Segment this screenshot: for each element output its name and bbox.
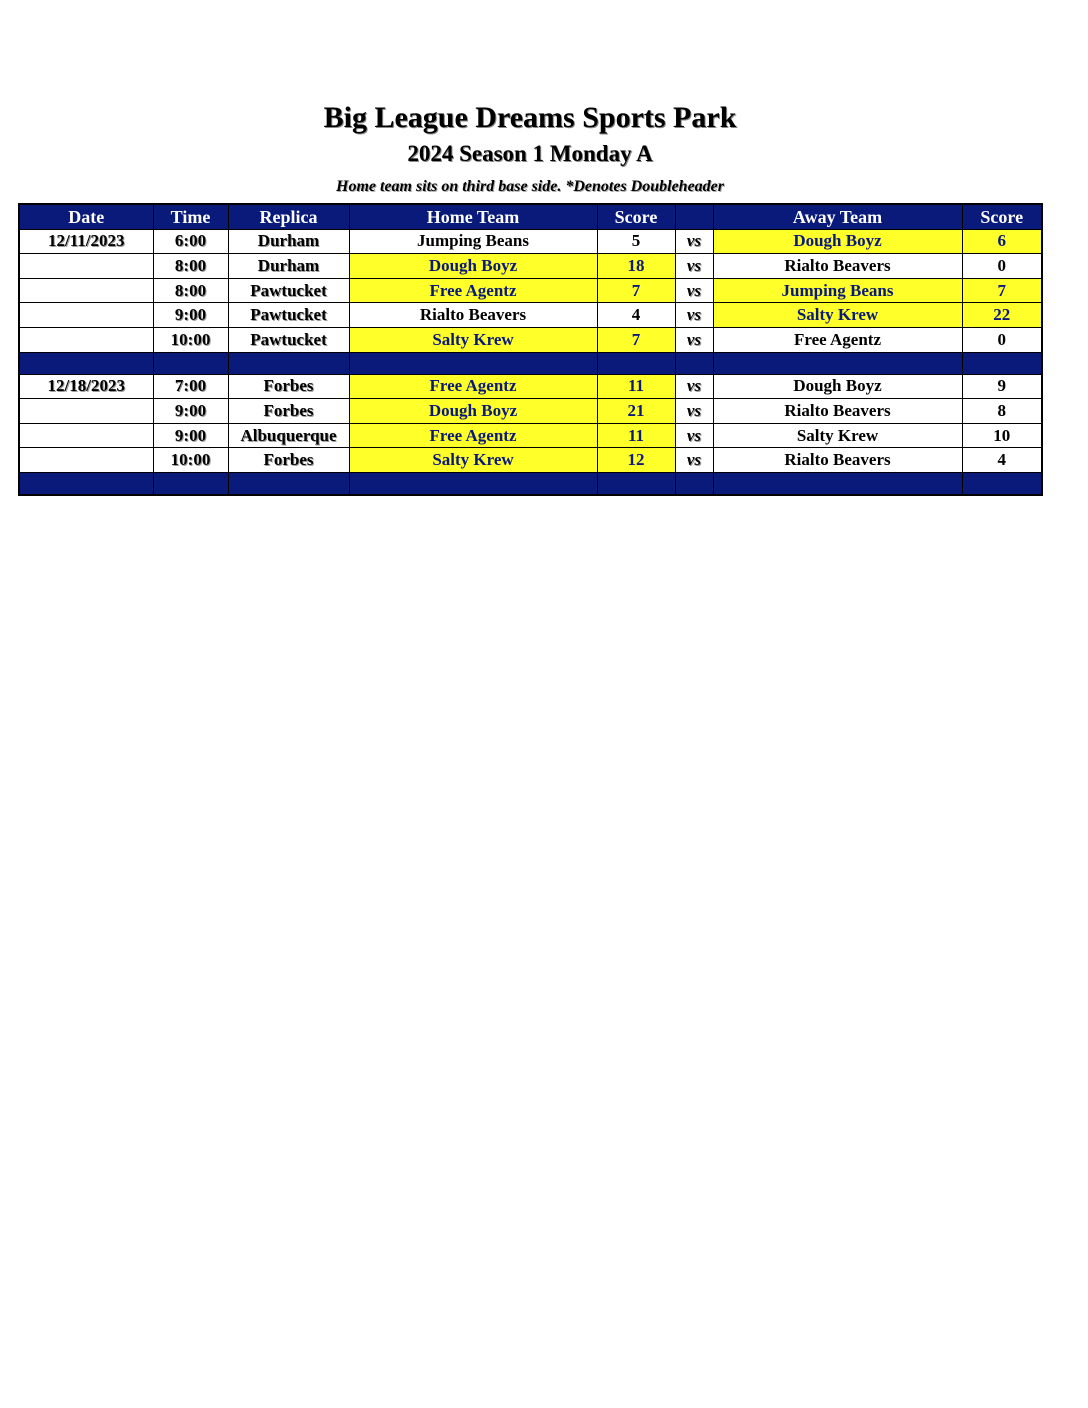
home-team: Dough Boyz <box>349 254 597 279</box>
home-score: 18 <box>597 254 675 279</box>
table-row <box>19 374 1042 399</box>
away-score: 10 <box>962 423 1042 448</box>
header-row <box>19 204 1042 229</box>
separator-cell <box>675 352 713 374</box>
away-score: 8 <box>962 399 1042 424</box>
game-date <box>19 399 153 424</box>
table-row <box>19 399 1042 424</box>
separator-cell <box>153 472 228 495</box>
home-team: Salty Krew <box>349 448 597 473</box>
home-team: Salty Krew <box>349 327 597 352</box>
vs-label: vs <box>675 423 713 448</box>
schedule-body <box>19 229 1042 495</box>
game-date <box>19 303 153 328</box>
header-home-team: Home Team <box>349 204 597 229</box>
week-separator-row <box>19 472 1042 495</box>
game-replica: Durham <box>228 254 349 279</box>
vs-label: vs <box>675 327 713 352</box>
separator-cell <box>675 472 713 495</box>
home-score: 7 <box>597 278 675 303</box>
away-score: 7 <box>962 278 1042 303</box>
table-row <box>19 303 1042 328</box>
away-score: 9 <box>962 374 1042 399</box>
game-date <box>19 423 153 448</box>
header-away-score: Score <box>962 204 1042 229</box>
vs-label: vs <box>675 278 713 303</box>
vs-label: vs <box>675 303 713 328</box>
separator-cell <box>228 472 349 495</box>
home-team: Dough Boyz <box>349 399 597 424</box>
game-time: 9:00 <box>153 399 228 424</box>
away-score: 4 <box>962 448 1042 473</box>
page-subtitle: 2024 Season 1 Monday A <box>407 141 653 166</box>
game-time: 6:00 <box>153 229 228 254</box>
home-team: Free Agentz <box>349 374 597 399</box>
separator-cell <box>19 352 153 374</box>
home-score: 12 <box>597 448 675 473</box>
game-time: 10:00 <box>153 327 228 352</box>
away-team: Rialto Beavers <box>713 448 962 473</box>
game-time: 8:00 <box>153 254 228 279</box>
header-date: Date <box>19 204 153 229</box>
vs-label: vs <box>675 374 713 399</box>
game-replica: Durham <box>228 229 349 254</box>
separator-cell <box>597 352 675 374</box>
game-replica: Albuquerque <box>228 423 349 448</box>
separator-cell <box>19 472 153 495</box>
vs-label: vs <box>675 448 713 473</box>
separator-cell <box>597 472 675 495</box>
table-row <box>19 423 1042 448</box>
away-team: Dough Boyz <box>713 229 962 254</box>
vs-label: vs <box>675 229 713 254</box>
away-score: 22 <box>962 303 1042 328</box>
schedule-note: Home team sits on third base side. *Denotes Doubleheader <box>336 178 724 195</box>
game-date <box>19 278 153 303</box>
separator-cell <box>349 352 597 374</box>
game-replica: Forbes <box>228 399 349 424</box>
game-replica: Pawtucket <box>228 327 349 352</box>
away-score: 0 <box>962 327 1042 352</box>
away-team: Salty Krew <box>713 303 962 328</box>
away-score: 0 <box>962 254 1042 279</box>
schedule-table <box>18 203 1043 496</box>
table-row <box>19 254 1042 279</box>
home-score: 7 <box>597 327 675 352</box>
game-date <box>19 327 153 352</box>
separator-cell <box>153 352 228 374</box>
away-team: Dough Boyz <box>713 374 962 399</box>
game-date <box>19 254 153 279</box>
separator-cell <box>713 472 962 495</box>
away-team: Rialto Beavers <box>713 399 962 424</box>
game-replica: Pawtucket <box>228 303 349 328</box>
table-row <box>19 278 1042 303</box>
away-team: Rialto Beavers <box>713 254 962 279</box>
separator-cell <box>713 352 962 374</box>
page-title: Big League Dreams Sports Park <box>323 101 737 134</box>
vs-label: vs <box>675 399 713 424</box>
header-away-team: Away Team <box>713 204 962 229</box>
game-time: 10:00 <box>153 448 228 473</box>
separator-cell <box>962 472 1042 495</box>
home-score: 5 <box>597 229 675 254</box>
game-time: 8:00 <box>153 278 228 303</box>
away-team: Free Agentz <box>713 327 962 352</box>
table-row <box>19 229 1042 254</box>
game-replica: Forbes <box>228 374 349 399</box>
game-date: 12/11/2023 <box>19 229 153 254</box>
home-score: 11 <box>597 374 675 399</box>
home-score: 21 <box>597 399 675 424</box>
game-date: 12/18/2023 <box>19 374 153 399</box>
game-time: 9:00 <box>153 303 228 328</box>
game-replica: Forbes <box>228 448 349 473</box>
table-row <box>19 448 1042 473</box>
week-separator-row <box>19 352 1042 374</box>
vs-label: vs <box>675 254 713 279</box>
header-vs <box>675 204 713 229</box>
game-time: 9:00 <box>153 423 228 448</box>
away-score: 6 <box>962 229 1042 254</box>
separator-cell <box>349 472 597 495</box>
home-team: Rialto Beavers <box>349 303 597 328</box>
home-score: 11 <box>597 423 675 448</box>
home-score: 4 <box>597 303 675 328</box>
home-team: Free Agentz <box>349 278 597 303</box>
away-team: Salty Krew <box>713 423 962 448</box>
home-team: Free Agentz <box>349 423 597 448</box>
header-replica: Replica <box>228 204 349 229</box>
home-team: Jumping Beans <box>349 229 597 254</box>
separator-cell <box>962 352 1042 374</box>
game-date <box>19 448 153 473</box>
table-row <box>19 327 1042 352</box>
header-time: Time <box>153 204 228 229</box>
header-home-score: Score <box>597 204 675 229</box>
game-replica: Pawtucket <box>228 278 349 303</box>
game-time: 7:00 <box>153 374 228 399</box>
away-team: Jumping Beans <box>713 278 962 303</box>
separator-cell <box>228 352 349 374</box>
